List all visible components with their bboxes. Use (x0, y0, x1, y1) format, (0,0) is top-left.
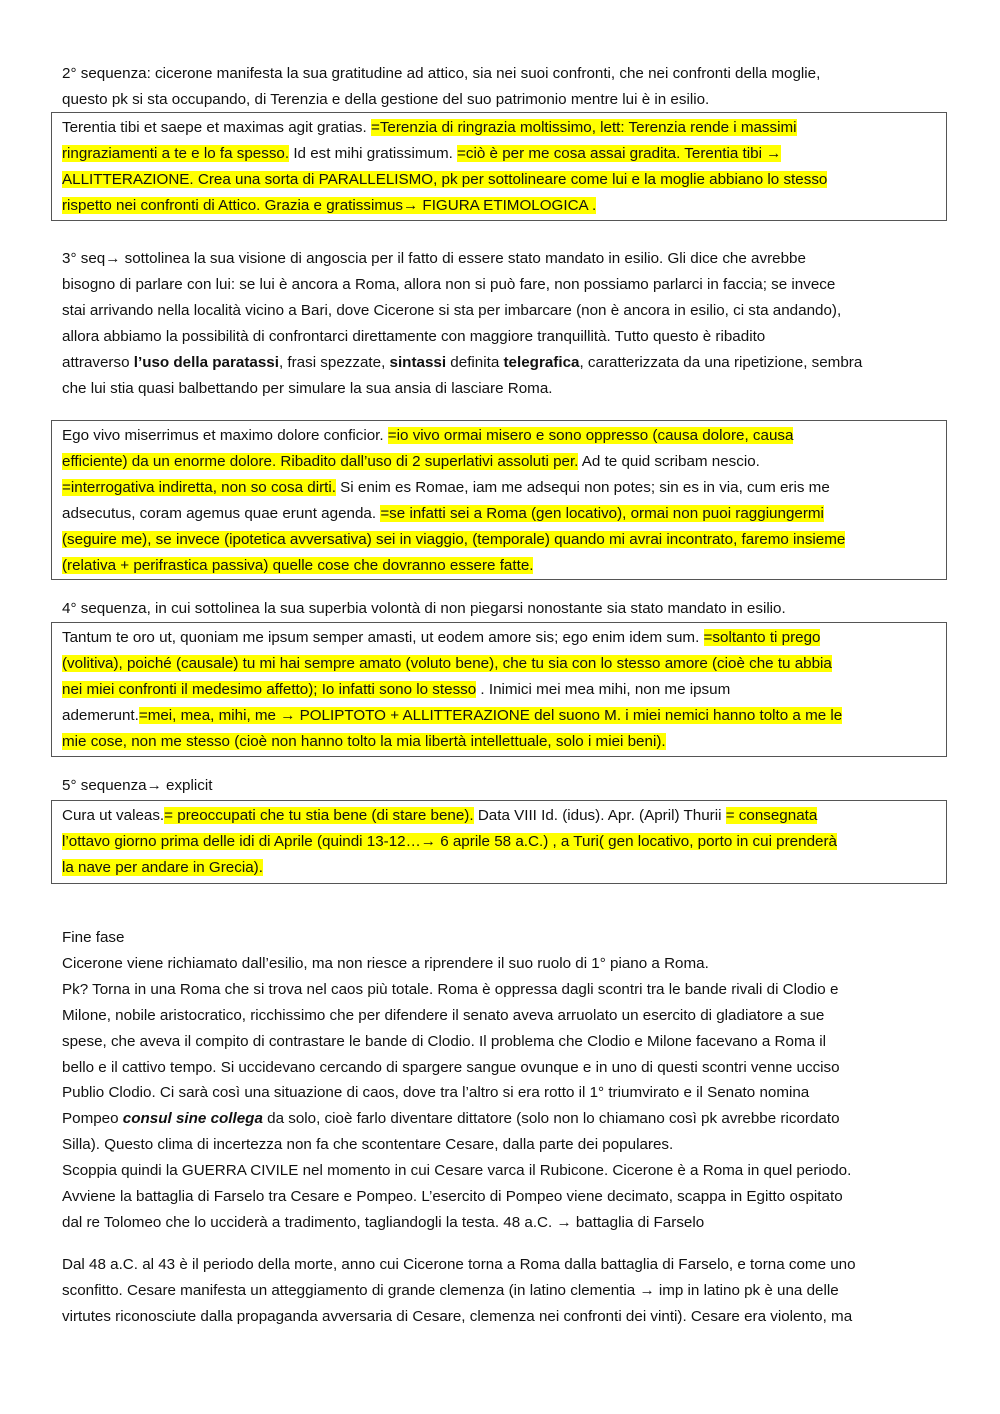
bold-term: sintassi (389, 353, 447, 371)
translation-highlight: =ciò è per me cosa assai gradita. Terentia tibi → (457, 144, 782, 162)
text-line (62, 141, 936, 167)
text-line (62, 803, 936, 829)
text-line: Publio Clodio. Ci sarà così una situazione di caos, dove tra l’altro si era rotto il 1° triumvirato e il Senato nomina (62, 1084, 810, 1102)
translation-highlight: mie cose, non me stesso (cioè non hanno tolto la mia libertà intellettuale, solo i miei beni). (62, 732, 666, 750)
translation-highlight: (relativa + perifrastica passiva) quelle cose che dovranno essere fatte. (62, 556, 534, 574)
text-line: 5° sequenza→ explicit (62, 777, 213, 794)
seq2-intro (62, 61, 942, 113)
seq3-latin-box (51, 420, 947, 580)
text-line (62, 193, 936, 219)
text-line: 4° sequenza, in cui sottolinea la sua superbia volontà di non piegarsi nonostante sia stato mandato in esilio. (62, 600, 786, 617)
translation-highlight: = consegnata (725, 807, 818, 824)
translation-highlight: =Terenzia di ringrazia moltissimo, lett: Terenzia rende i massimi (370, 119, 797, 136)
latin-text: Si enim es Romae, iam me adsequi non potes; sin es in via, cum eris me (335, 478, 830, 496)
text-line: Milone, nobile aristocratico, ricchissimo che per difendere il senato aveva arruolato un esercito di gladiatore a sue (62, 1006, 825, 1024)
text-line: allora abbiamo la possibilità di confrontarci direttamente con maggiore tranquillità. Tutto questo è ribadito (62, 327, 766, 345)
translation-highlight: =mei, mea, mihi, me → POLIPTOTO + ALLITTERAZIONE del suono M. i miei nemici hanno tolto a me le (138, 706, 843, 724)
section-heading: Fine fase (62, 929, 125, 946)
fine-fase-section (62, 925, 942, 1236)
text-line: virtutes riconosciute dalla propaganda avversaria di Cesare, clemenza nei confronti dei vinti). Cesare era violento, ma (62, 1307, 853, 1325)
text-line: bello e il cattivo tempo. Si uccidevano cercando di spargere sangue ovunque e in uno di questi scontri venne ucciso (62, 1058, 840, 1076)
text-line: Scoppia quindi la GUERRA CIVILE nel momento in cui Cesare varca il Rubicone. Cicerone è a Roma in quel periodo. (62, 1162, 852, 1180)
text-line (62, 501, 936, 527)
text-line: che lui stia quasi balbettando per simulare la sua ansia di lasciare Roma. (62, 379, 553, 397)
seq4-intro (62, 596, 942, 622)
translation-highlight: =se infatti sei a Roma (gen locativo), ormai non puoi raggiungermi (380, 504, 824, 522)
text-line: Dal 48 a.C. al 43 è il periodo della morte, anno cui Cicerone torna a Roma dalla battaglia di Farselo, e torna come uno (62, 1256, 856, 1273)
translation-highlight: efficiente) da un enorme dolore. Ribadito dall’uso di 2 superlativi assoluti per. (62, 452, 579, 470)
latin-text: Terentia tibi et saepe et maximas agit gratias. (62, 119, 371, 136)
text-line: sconfitto. Cesare manifesta un atteggiamento di grande clemenza (in latino clementia → imp in latino pk è una delle (62, 1281, 839, 1299)
translation-highlight: nei miei confronti il medesimo affetto); Io infatti sono lo stesso (62, 680, 477, 698)
translation-highlight: l’ottavo giorno prima delle idi di Aprile (quindi 13-12…→ 6 aprile 58 a.C.) , a Turi( gen locativo, porto in cui prenderà (62, 832, 837, 850)
text-line (62, 167, 936, 193)
seq5-latin-box (51, 800, 947, 884)
text-line (62, 855, 936, 881)
text-line (62, 677, 936, 703)
text-line (62, 729, 936, 755)
latin-text: Ad te quid scribam nescio. (578, 452, 760, 470)
translation-highlight: =interrogativa indiretta, non so cosa dirti. (62, 478, 336, 496)
seq4-latin-box (51, 622, 947, 757)
bold-italic-term: consul sine collega (122, 1110, 263, 1128)
text-line: spese, che aveva il compito di contrastare le bande di Clodio. Il problema che Clodio e Milone facevano a Roma il (62, 1032, 827, 1050)
bold-term: l’uso della paratassi (133, 353, 279, 371)
text-line: attraverso l’uso della paratassi, frasi spezzate, sintassi definita telegrafica, caratterizzata da una ripetizione, sembra (62, 353, 863, 371)
text-line: dal re Tolomeo che lo ucciderà a tradimento, tagliandogli la testa. 48 a.C. → battaglia di Farselo (62, 1213, 705, 1231)
seq2-latin-box (51, 112, 947, 221)
latin-text: Ego vivo miserrimus et maximo dolore conficior. (62, 427, 388, 444)
latin-text: Data VIII Id. (idus). Apr. (April) Thurii (473, 807, 726, 824)
translation-highlight: rispetto nei confronti di Attico. Grazia e gratissimus→ FIGURA ETIMOLOGICA . (62, 196, 597, 214)
text-line (62, 829, 936, 855)
translation-highlight: = preoccupati che tu stia bene (di stare bene). (164, 807, 474, 824)
text-line (62, 115, 936, 141)
text-line: Silla). Questo clima di incertezza non fa che scontentare Cesare, dalla parte dei populares. (62, 1136, 674, 1154)
final-paragraph (62, 1252, 942, 1330)
latin-text: adsecutus, coram agemus quae erunt agenda. (62, 504, 381, 522)
latin-text: ademerunt. (62, 706, 139, 724)
latin-text: Id est mihi gratissimum. (289, 144, 458, 162)
text-line (62, 651, 936, 677)
translation-highlight: ringraziamenti a te e lo fa spesso. (62, 144, 290, 162)
latin-text: Cura ut valeas. (62, 807, 165, 824)
text-line (62, 449, 936, 475)
latin-text: Tantum te oro ut, quoniam me ipsum semper amasti, ut eodem amore sis; ego enim idem sum. (62, 629, 704, 646)
seq3-intro (62, 246, 942, 401)
text-line (62, 423, 936, 449)
text-line (62, 625, 936, 651)
text-line: stai arrivando nella località vicino a Bari, dove Cicerone si sta per imbarcare (non è ancora in esilio, ci sta andando), (62, 301, 842, 319)
text-line: bisogno di parlare con lui: se lui è ancora a Roma, allora non si può fare, non possiamo parlarci in faccia; se invece (62, 275, 836, 293)
text-line: questo pk si sta occupando, di Terenzia e della gestione del suo patrimonio mentre lui è in esilio. (62, 90, 710, 108)
bold-term: telegrafica (503, 353, 580, 371)
text-line: 3° seq→ sottolinea la sua visione di angoscia per il fatto di essere stato mandato in esilio. Gli dice che avrebbe (62, 250, 806, 267)
text-line (62, 703, 936, 729)
text-line (62, 553, 936, 579)
text-line: 2° sequenza: cicerone manifesta la sua gratitudine ad attico, sia nei suoi confronti, che nei confronti della moglie, (62, 65, 821, 82)
text-line: Cicerone viene richiamato dall’esilio, ma non riesce a riprendere il suo ruolo di 1° piano a Roma. (62, 954, 709, 972)
text-line (62, 475, 936, 501)
text-line: Avviene la battaglia di Farselo tra Cesare e Pompeo. L’esercito di Pompeo viene decimato, scappa in Egitto ospitato (62, 1188, 843, 1206)
translation-highlight: ALLITTERAZIONE. Crea una sorta di PARALLELISMO, pk per sottolineare come lui e la moglie abbiano lo stesso (62, 170, 828, 188)
text-line (62, 527, 936, 553)
translation-highlight: =io vivo ormai misero e sono oppresso (causa dolore, causa (387, 427, 794, 444)
seq5-intro (62, 773, 942, 799)
translation-highlight: la nave per andare in Grecia). (62, 858, 263, 876)
latin-text: . Inimici mei mea mihi, non me ipsum (476, 680, 731, 698)
text-line: Pk? Torna in una Roma che si trova nel caos più totale. Roma è oppressa dagli scontri tra le bande rivali di Clodio e (62, 980, 839, 998)
translation-highlight: =soltanto ti prego (703, 629, 821, 646)
translation-highlight: (volitiva), poiché (causale) tu mi hai sempre amato (voluto bene), che tu sia con lo stesso amore (cioè che tu abbia (62, 654, 832, 672)
translation-highlight: (seguire me), se invece (ipotetica avversativa) sei in viaggio, (temporale) quando mi avrai incontrato, faremo insieme (62, 530, 846, 548)
text-line: Pompeo consul sine collega da solo, cioè farlo diventare dittatore (solo non lo chiamano così pk avrebbe ricordato (62, 1110, 840, 1128)
